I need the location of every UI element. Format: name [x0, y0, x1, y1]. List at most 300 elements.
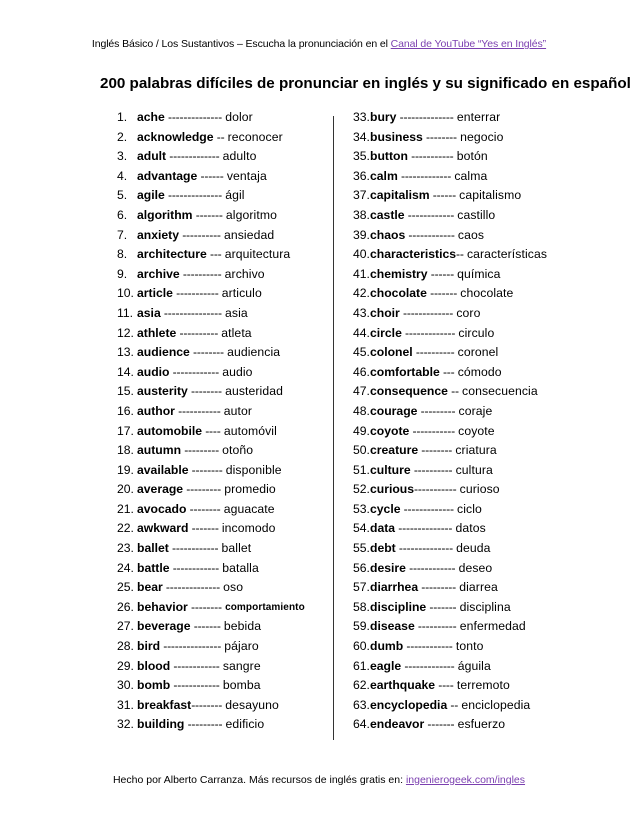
dash-leader: ------------: [403, 639, 456, 654]
english-word: eagle: [370, 658, 402, 673]
spanish-translation: águila: [457, 658, 491, 673]
spanish-translation: bebida: [223, 619, 262, 634]
spanish-translation: ballet: [221, 541, 252, 556]
dash-leader: ----: [435, 678, 457, 693]
item-number: 61.: [353, 658, 370, 673]
page-footer: [0, 774, 638, 786]
item-number: 23.: [117, 541, 134, 556]
dash-leader: ------------: [405, 560, 459, 575]
spanish-translation: oso: [223, 580, 244, 595]
dash-leader: ------------: [169, 364, 223, 379]
list-item: [117, 598, 332, 618]
spanish-translation: adulto: [222, 149, 257, 164]
spanish-translation: química: [457, 266, 501, 281]
dash-leader: --------: [186, 501, 224, 516]
dash-leader: ------: [197, 168, 227, 183]
spanish-translation: castillo: [457, 207, 496, 222]
spanish-translation: negocio: [460, 129, 504, 144]
english-word: bird: [137, 639, 161, 654]
english-word: castle: [370, 207, 405, 222]
list-item: [353, 441, 563, 461]
list-item: [117, 245, 332, 265]
list-item: [353, 617, 563, 637]
english-word: creature: [370, 443, 419, 458]
list-item: [117, 186, 332, 206]
dash-leader: --------: [188, 462, 226, 477]
item-number: 33.: [353, 110, 370, 124]
item-number: 50.: [353, 443, 370, 458]
dash-leader: -------------: [166, 149, 223, 164]
dash-leader: --------------: [395, 521, 456, 536]
item-number: 8.: [117, 247, 128, 262]
list-item: [353, 363, 563, 383]
item-number: 49.: [353, 423, 370, 438]
english-word: bomb: [137, 678, 171, 693]
english-word: article: [137, 286, 173, 301]
dash-leader: ---------: [417, 403, 459, 418]
list-item: [117, 343, 332, 363]
english-word: athlete: [137, 325, 177, 340]
dash-leader: -------: [426, 599, 460, 614]
item-number: 17.: [117, 423, 134, 438]
english-word: diarrhea: [370, 580, 419, 595]
list-item: [353, 657, 563, 677]
spanish-translation: diarrea: [459, 580, 498, 595]
item-number: 13.: [117, 345, 134, 360]
english-word: data: [370, 521, 396, 536]
page-header: [0, 38, 638, 50]
spanish-translation: enfermedad: [459, 619, 526, 634]
column-divider: [333, 116, 334, 740]
spanish-translation: promedio: [224, 482, 276, 497]
list-item: [353, 480, 563, 500]
dash-leader: -------: [426, 286, 461, 301]
item-number: 29.: [117, 658, 134, 673]
list-item: [117, 304, 332, 324]
spanish-translation: asia: [225, 305, 248, 320]
english-word: battle: [137, 560, 170, 575]
item-number: 24.: [117, 560, 134, 575]
list-item: [117, 617, 332, 637]
dash-leader: --------------: [164, 110, 226, 124]
list-item: [353, 559, 563, 579]
list-item: [117, 324, 332, 344]
spanish-translation: automóvil: [223, 423, 277, 438]
spanish-translation: comportamiento: [225, 601, 305, 613]
spanish-translation: calma: [454, 168, 488, 183]
english-word: awkward: [137, 521, 189, 536]
dash-leader: ---: [206, 247, 225, 262]
dash-leader: ------------: [170, 678, 223, 693]
list-item: [117, 480, 332, 500]
dash-leader: -----------: [407, 149, 457, 164]
english-word: chemistry: [370, 266, 428, 281]
english-word: colonel: [370, 345, 413, 360]
english-word: breakfast: [137, 697, 192, 712]
list-item: [353, 206, 563, 226]
dash-leader: -------------: [401, 658, 458, 673]
list-item: [117, 147, 332, 167]
spanish-translation: dolor: [225, 110, 253, 124]
list-item: [353, 500, 563, 520]
list-item: [117, 696, 332, 716]
dash-leader: --------------: [396, 110, 457, 124]
list-item: [117, 715, 332, 735]
list-item: [117, 226, 332, 246]
english-word: earthquake: [370, 678, 436, 693]
english-word: chaos: [370, 227, 406, 242]
list-item: [117, 108, 332, 128]
spanish-translation: articulo: [221, 286, 262, 301]
spanish-translation: archivo: [224, 266, 265, 281]
spanish-translation: bomba: [222, 678, 261, 693]
item-number: 46.: [353, 364, 370, 379]
dash-leader: -------------: [401, 325, 459, 340]
item-number: 45.: [353, 345, 370, 360]
english-word: audience: [137, 345, 190, 360]
item-number: 12.: [117, 325, 134, 340]
spanish-translation: enterrar: [456, 110, 501, 124]
list-item: [353, 284, 563, 304]
english-word: adult: [137, 149, 167, 164]
dash-leader: --------: [418, 443, 456, 458]
dash-leader: -------: [424, 717, 458, 732]
dash-leader: -------: [188, 521, 222, 536]
english-word: ballet: [137, 541, 169, 556]
spanish-translation: terremoto: [456, 678, 510, 693]
item-number: 48.: [353, 403, 370, 418]
item-number: 56.: [353, 560, 370, 575]
list-item: [117, 422, 332, 442]
english-word: architecture: [137, 247, 207, 262]
item-number: 59.: [353, 619, 370, 634]
dash-leader: ---------------: [160, 639, 225, 654]
item-number: 53.: [353, 501, 370, 516]
english-word: culture: [370, 462, 411, 477]
item-number: 63.: [353, 697, 370, 712]
english-word: desire: [370, 560, 406, 575]
spanish-translation: circulo: [458, 325, 495, 340]
spanish-translation: esfuerzo: [457, 717, 506, 732]
dash-leader: ------------: [168, 541, 222, 556]
english-word: agile: [137, 188, 165, 203]
item-number: 35.: [353, 149, 370, 164]
english-word: available: [137, 462, 189, 477]
spanish-translation: ventaja: [226, 168, 267, 183]
dash-leader: ---: [439, 364, 458, 379]
list-item: [117, 128, 332, 148]
english-word: courage: [370, 403, 418, 418]
dash-leader: -----------: [414, 482, 460, 497]
list-item: [353, 382, 563, 402]
dash-leader: ----: [202, 423, 224, 438]
dash-leader: ---------: [184, 717, 226, 732]
item-number: 7.: [117, 227, 128, 242]
item-number: 38.: [353, 207, 370, 222]
dash-leader: --------: [187, 384, 226, 399]
dash-leader: --------------: [162, 580, 224, 595]
item-number: 58.: [353, 599, 370, 614]
item-number: 11.: [117, 305, 134, 320]
spanish-translation: pájaro: [224, 639, 259, 654]
english-word: cycle: [370, 501, 401, 516]
list-item: [117, 363, 332, 383]
dash-leader: --------: [187, 599, 226, 614]
item-number: 18.: [117, 443, 134, 458]
item-number: 20.: [117, 482, 134, 497]
spanish-translation: audiencia: [227, 345, 281, 360]
spanish-translation: ágil: [225, 188, 245, 203]
english-word: bury: [370, 110, 397, 124]
item-number: 57.: [353, 580, 370, 595]
footer-text: Hecho por Alberto Carranza. Más recursos de inglés gratis en:: [112, 774, 406, 786]
english-word: button: [370, 149, 408, 164]
item-number: 52.: [353, 482, 370, 497]
item-number: 55.: [353, 541, 370, 556]
english-word: chocolate: [370, 286, 427, 301]
english-word: bear: [137, 580, 163, 595]
english-word: audio: [137, 364, 170, 379]
dash-leader: ------: [429, 188, 460, 203]
dash-leader: -----------: [174, 403, 224, 418]
item-number: 26.: [117, 599, 134, 614]
spanish-translation: capitalismo: [459, 188, 522, 203]
dash-leader: -------------: [399, 305, 457, 320]
dash-leader: --------: [191, 697, 226, 712]
item-number: 39.: [353, 227, 370, 242]
english-word: business: [370, 129, 423, 144]
list-item: [353, 186, 563, 206]
spanish-translation: desayuno: [225, 697, 279, 712]
english-word: disease: [370, 619, 415, 634]
dash-leader: ---------------: [160, 305, 225, 320]
spanish-translation: botón: [456, 149, 488, 164]
item-number: 37.: [353, 188, 370, 203]
english-word: ache: [137, 110, 165, 124]
dash-leader: --------: [189, 345, 228, 360]
english-word: archive: [137, 266, 180, 281]
item-number: 1.: [117, 110, 128, 124]
dash-leader: --------: [422, 129, 461, 144]
spanish-translation: cultura: [455, 462, 493, 477]
dash-leader: --: [456, 247, 467, 262]
list-item: [353, 598, 563, 618]
dash-leader: ---------: [183, 482, 225, 497]
list-item: [117, 441, 332, 461]
page-title: 200 palabras difíciles de pronunciar en inglés y su significado en español: [100, 75, 631, 92]
item-number: 62.: [353, 678, 370, 693]
spanish-translation: curioso: [459, 482, 500, 497]
item-number: 47.: [353, 384, 370, 399]
spanish-translation: caos: [457, 227, 485, 242]
dash-leader: -----------: [409, 423, 459, 438]
item-number: 25.: [117, 580, 134, 595]
item-number: 64.: [353, 717, 370, 732]
list-item: [117, 559, 332, 579]
spanish-translation: consecuencia: [462, 384, 538, 399]
spanish-translation: enciclopedia: [461, 697, 531, 712]
list-item: [117, 676, 332, 696]
english-word: endeavor: [370, 717, 425, 732]
english-word: autumn: [137, 443, 182, 458]
dash-leader: ----------: [179, 266, 225, 281]
english-word: debt: [370, 541, 396, 556]
list-item: [117, 402, 332, 422]
english-word: encyclopedia: [370, 697, 448, 712]
english-word: blood: [137, 658, 171, 673]
dash-leader: ---------: [181, 443, 223, 458]
item-number: 54.: [353, 521, 370, 536]
item-number: 44.: [353, 325, 370, 340]
list-item: [117, 637, 332, 657]
english-word: building: [137, 717, 185, 732]
list-item: [117, 500, 332, 520]
spanish-translation: disciplina: [459, 599, 511, 614]
item-number: 36.: [353, 168, 370, 183]
item-number: 16.: [117, 403, 134, 418]
item-number: 40.: [353, 247, 370, 262]
spanish-translation: cómodo: [457, 364, 502, 379]
item-number: 6.: [117, 207, 128, 222]
list-item: [353, 696, 563, 716]
list-item: [353, 539, 563, 559]
word-list-left: [117, 108, 332, 735]
dash-leader: -------: [190, 619, 224, 634]
spanish-translation: tonto: [455, 639, 484, 654]
spanish-translation: incomodo: [221, 521, 276, 536]
spanish-translation: reconocer: [227, 129, 283, 144]
dash-leader: ----------: [414, 619, 460, 634]
item-number: 34.: [353, 129, 370, 144]
english-word: choir: [370, 305, 400, 320]
spanish-translation: austeridad: [225, 384, 283, 399]
dash-leader: -----------: [172, 286, 222, 301]
list-item: [353, 637, 563, 657]
dash-leader: ----------: [179, 227, 224, 242]
english-word: capitalism: [370, 188, 430, 203]
spanish-translation: ansiedad: [223, 227, 275, 242]
spanish-translation: batalla: [222, 560, 259, 575]
spanish-translation: audio: [222, 364, 253, 379]
dash-leader: ------: [427, 266, 458, 281]
item-number: 43.: [353, 305, 370, 320]
english-word: characteristics: [370, 247, 457, 262]
english-word: consequence: [370, 384, 448, 399]
dash-leader: -------------: [400, 501, 458, 516]
list-item: [353, 128, 563, 148]
english-word: discipline: [370, 599, 427, 614]
spanish-translation: deuda: [456, 541, 491, 556]
english-word: austerity: [137, 384, 188, 399]
english-word: comfortable: [370, 364, 440, 379]
item-number: 19.: [117, 462, 134, 477]
item-number: 22.: [117, 521, 134, 536]
english-word: asia: [137, 305, 161, 320]
spanish-translation: coraje: [458, 403, 493, 418]
english-word: acknowledge: [137, 129, 214, 144]
item-number: 10.: [117, 286, 134, 301]
list-item: [117, 382, 332, 402]
dash-leader: ------------: [170, 658, 223, 673]
dash-leader: ------------: [169, 560, 223, 575]
spanish-translation: algoritmo: [225, 207, 277, 222]
dash-leader: ---------: [418, 580, 460, 595]
list-item: [117, 265, 332, 285]
item-number: 27.: [117, 619, 134, 634]
list-item: [353, 422, 563, 442]
item-number: 28.: [117, 639, 134, 654]
english-word: circle: [370, 325, 402, 340]
youtube-channel-link[interactable]: Canal de YouTube “Yes en Inglés”: [390, 38, 547, 50]
dash-leader: ------------: [405, 227, 458, 242]
list-item: [353, 147, 563, 167]
list-item: [353, 108, 563, 128]
list-item: [117, 206, 332, 226]
website-link[interactable]: ingenierogeek.com/ingles: [405, 774, 526, 786]
list-item: [117, 461, 332, 481]
english-word: average: [137, 482, 184, 497]
english-word: dumb: [370, 639, 404, 654]
english-word: anxiety: [137, 227, 180, 242]
spanish-translation: ciclo: [457, 501, 482, 516]
item-number: 3.: [117, 149, 128, 164]
spanish-translation: características: [466, 247, 548, 262]
list-item: [117, 519, 332, 539]
item-number: 31.: [117, 697, 134, 712]
english-word: algorithm: [137, 207, 193, 222]
list-item: [353, 578, 563, 598]
item-number: 30.: [117, 678, 134, 693]
spanish-translation: datos: [455, 521, 486, 536]
item-number: 5.: [117, 188, 128, 203]
list-item: [353, 343, 563, 363]
dash-leader: --------------: [164, 188, 226, 203]
list-item: [117, 284, 332, 304]
list-item: [353, 461, 563, 481]
list-item: [117, 539, 332, 559]
spanish-translation: aguacate: [223, 501, 275, 516]
word-list-right: [353, 108, 563, 735]
english-word: coyote: [370, 423, 410, 438]
list-item: [353, 226, 563, 246]
spanish-translation: arquitectura: [224, 247, 291, 262]
list-item: [353, 304, 563, 324]
dash-leader: --: [213, 129, 228, 144]
dash-leader: ----------: [412, 345, 458, 360]
item-number: 15.: [117, 384, 134, 399]
list-item: [353, 519, 563, 539]
dash-leader: --: [447, 384, 462, 399]
english-word: curious: [370, 482, 415, 497]
english-word: automobile: [137, 423, 203, 438]
list-item: [117, 657, 332, 677]
item-number: 42.: [353, 286, 370, 301]
list-item: [117, 167, 332, 187]
spanish-translation: coyote: [458, 423, 495, 438]
english-word: beverage: [137, 619, 191, 634]
list-item: [353, 715, 563, 735]
spanish-translation: edificio: [225, 717, 265, 732]
list-item: [353, 245, 563, 265]
header-text: Inglés Básico / Los Sustantivos – Escucha la pronunciación en el: [91, 38, 391, 50]
list-item: [353, 676, 563, 696]
list-item: [353, 265, 563, 285]
item-number: 51.: [353, 462, 370, 477]
spanish-translation: atleta: [221, 325, 252, 340]
dash-leader: --------------: [395, 541, 457, 556]
item-number: 60.: [353, 639, 370, 654]
english-word: calm: [370, 168, 398, 183]
